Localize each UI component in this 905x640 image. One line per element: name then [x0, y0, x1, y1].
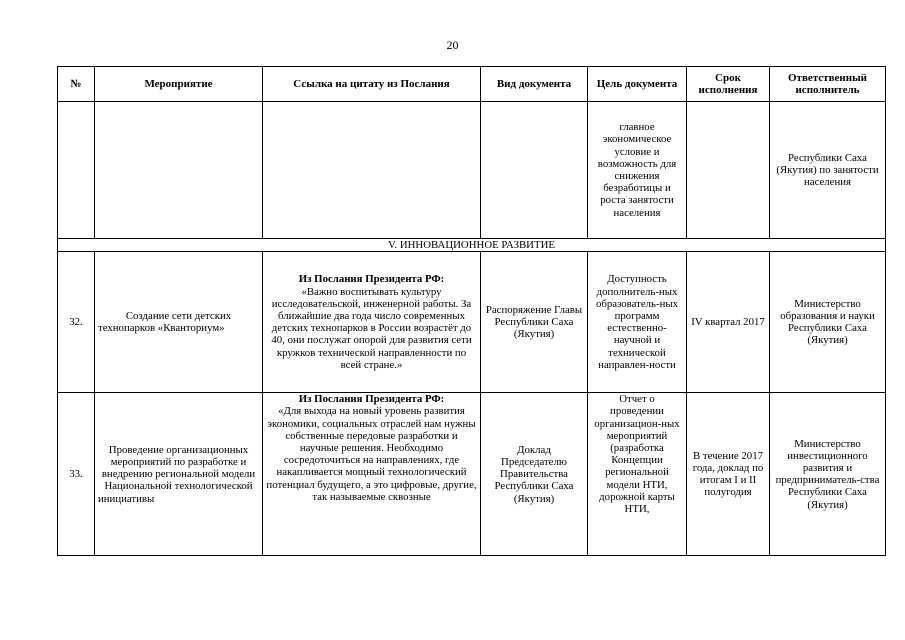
row-doc-type: Доклад Председателю Правительства Республики Саха (Якутия) [481, 393, 588, 556]
cont-doc-type [481, 102, 588, 239]
header-doc-type: Вид документа [481, 67, 588, 102]
section-title: V. ИННОВАЦИОННОЕ РАЗВИТИЕ [58, 239, 886, 252]
cont-deadline [687, 102, 770, 239]
row-num: 32. [58, 252, 95, 393]
row-quote [263, 252, 481, 393]
row-executor: Министерство образования и науки Республики Саха (Якутия) [770, 252, 886, 393]
row-quote [263, 393, 481, 556]
quote-title: Из Послания Президента РФ: [298, 393, 445, 406]
continuation-row [58, 102, 886, 239]
row-num: 33. [58, 393, 95, 556]
cont-goal: главное экономическое условие и возможность для снижения безработицы и роста занятости населения [588, 102, 687, 239]
row-measure: Проведение организационных мероприятий по разработке и внедрению региональной модели Национальной технологической инициативы [95, 393, 263, 556]
cont-quote [263, 102, 481, 239]
cont-measure [95, 102, 263, 239]
cont-num [58, 102, 95, 239]
row-measure: Создание сети детских технопарков «Кванториум» [95, 252, 263, 393]
row-goal: Доступность дополнитель-ных образователь-ных программ естественно-научной и технической направлен-ности [588, 252, 687, 393]
row-goal: Отчет о проведении организацион-ных мероприятий (разработка Концепции региональной модели НТИ, дорожной карты НТИ, [588, 393, 687, 556]
page-number: 20 [446, 38, 459, 52]
header-quote-link: Ссылка на цитату из Послания [263, 67, 481, 102]
quote-text: «Важно воспитывать культуру исследовательской, инженерной работы. За ближайшие два года число современных детских технопарков в России возрастёт до 40, они послужат опорой для развития сети кружков технической направленности по всей стране.» [271, 285, 472, 371]
cont-executor: Республики Саха (Якутия) по занятости населения [770, 102, 886, 239]
row-executor: Министерство инвестиционного развития и предприниматель-ства Республики Саха (Якутия) [770, 393, 886, 556]
section-row [58, 239, 886, 252]
table-row [58, 393, 886, 556]
header-num: № [58, 67, 95, 102]
table-row [58, 252, 886, 393]
quote-text: «Для выхода на новый уровень развития экономики, социальных отраслей нам нужны собственные передовые разработки и научные решения. Необходимо сосредоточиться на направлениях, где накапливается мощный технологический потенциал будущего, а это цифровые, другие, так называемые сквозные [266, 405, 477, 503]
header-row [58, 67, 886, 102]
plan-table [57, 66, 886, 556]
row-deadline: IV квартал 2017 [687, 252, 770, 393]
row-doc-type: Распоряжение Главы Республики Саха (Якутия) [481, 252, 588, 393]
row-deadline: В течение 2017 года, доклад по итогам I и II полугодия [687, 393, 770, 556]
header-executor: Ответственный исполнитель [770, 67, 886, 102]
header-measure: Мероприятие [95, 67, 263, 102]
quote-title: Из Послания Президента РФ: [298, 273, 445, 286]
header-goal: Цель документа [588, 67, 687, 102]
header-deadline: Срок исполнения [687, 67, 770, 102]
